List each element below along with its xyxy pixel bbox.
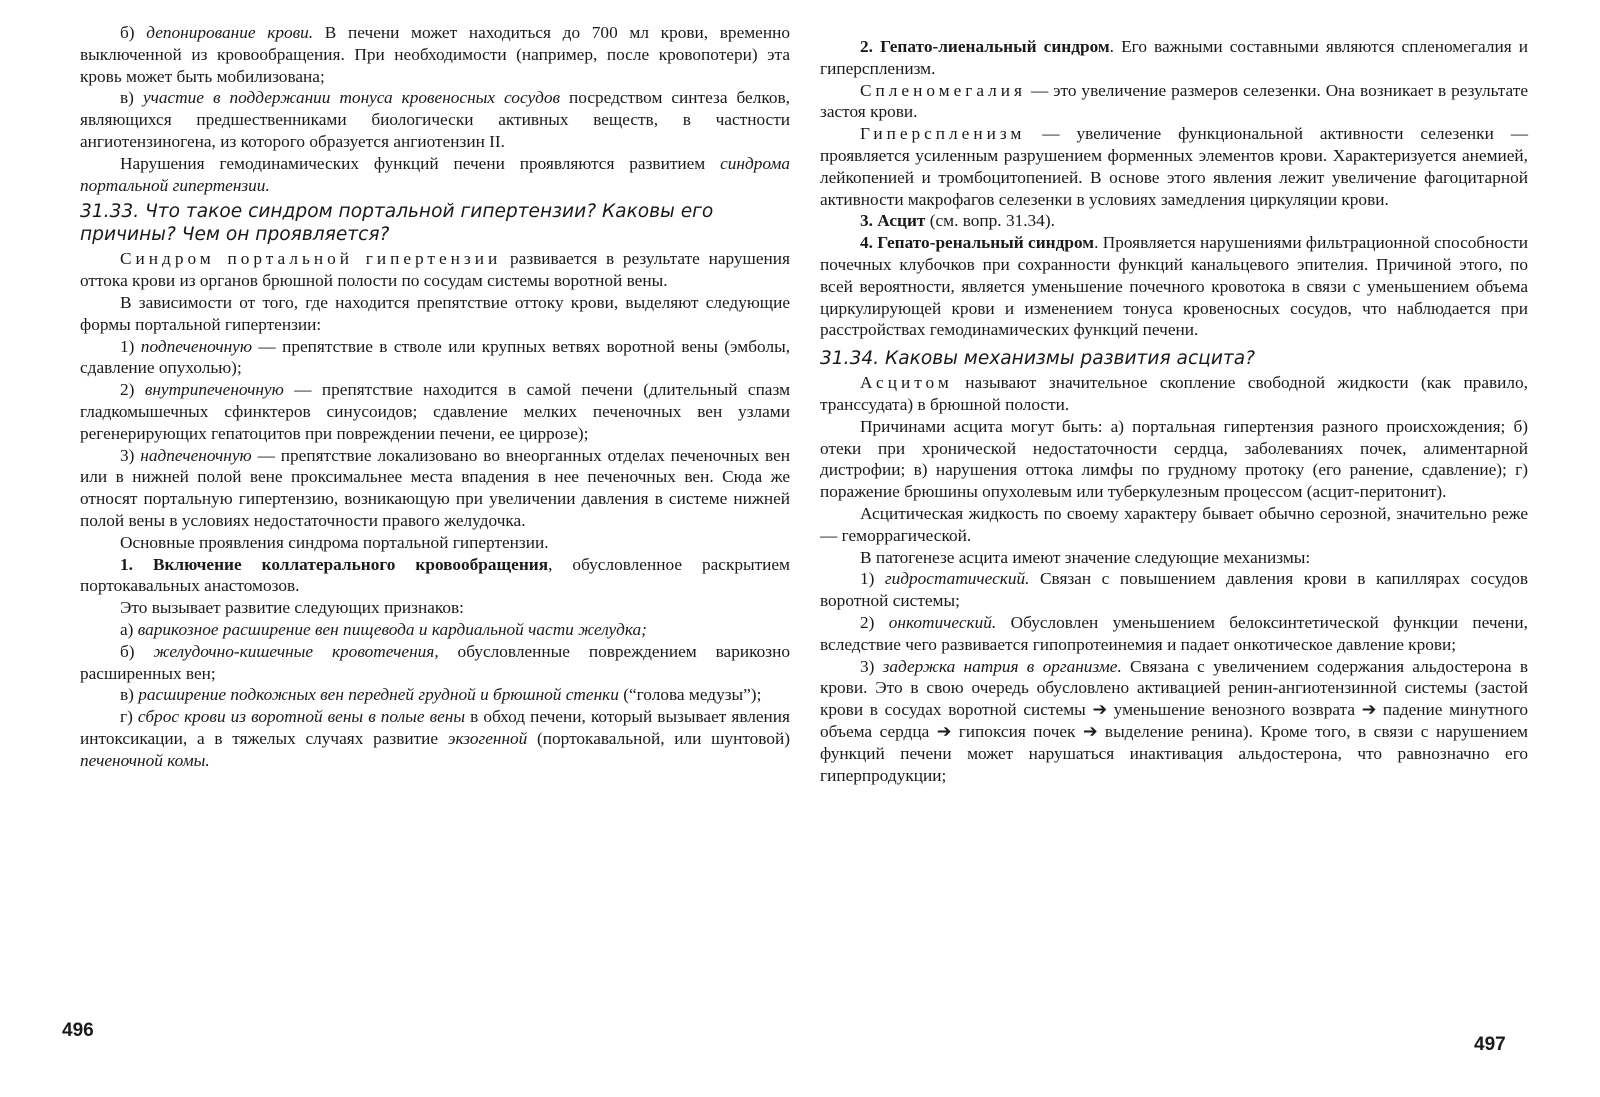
right-page: [820, 36, 1528, 786]
paragraph: Синдром портальной гипертензии развивается в результате нарушения оттока крови из органов брюшной полости по сосудам системы воротной вены.: [80, 249, 790, 291]
question-heading-31-33: 31.33. Что такое синдром портальной гипертензии? Каковы его причины? Чем он проявляется?: [80, 201, 714, 246]
paragraph: 2. Гепато-лиенальный синдром. Его важными составными являются спленомегалия и гиперспленизм.: [820, 37, 1528, 78]
paragraph: Нарушения гемодинамических функций печени проявляются развитием синдрома портальной гипертензии.: [80, 153, 790, 195]
left-page: [80, 22, 790, 772]
page-number-right: 497: [1474, 1034, 1506, 1055]
list-item: в) расширение подкожных вен передней грудной и брюшной стенки (“голова медузы”);: [120, 685, 762, 705]
paragraph: в) участие в поддержании тонуса кровеносных сосудов посредством синтеза белков, являющихся предшественниками биологически активных веществ, в частности ангиотензиногена, из которого образуется ангиотензин II.: [80, 88, 790, 151]
list-item: 1) гидростатический. Связан с повышением давления крови в капиллярах сосудов воротной системы;: [820, 569, 1528, 611]
paragraph: 4. Гепато-ренальный синдром. Проявляется нарушениями фильтрационной способности почечных клубочков при сохранности функций канальцевого эпителия. Причиной этого, по всей вероятности, является уменьшение почечного кровотока в связи с уменьшением объема циркулирующей крови и изменением тонуса кровеносных сосудов, что наблюдается при расстройствах гемодинамических функций печени.: [820, 233, 1529, 340]
list-item: б) желудочно-кишечные кровотечения, обусловленные повреждением варикозно расширенных вен;: [80, 641, 790, 683]
list-item: а) варикозное расширение вен пищевода и кардиальной части желудка;: [120, 619, 647, 639]
paragraph: 3. Асцит (см. вопр. 31.34).: [860, 211, 1055, 231]
list-item: 1) подпеченочную — препятствие в стволе или крупных ветвях воротной вены (эмболы, сдавление опухолью);: [80, 336, 791, 378]
paragraph: б) депонирование крови. В печени может находиться до 700 мл крови, временно выключенной из кровообращения. При необходимости (например, после кровопотери) эта кровь может быть мобилизована;: [80, 23, 790, 86]
paragraph: Основные проявления синдрома портальной гипертензии.: [120, 532, 549, 552]
list-item: 2) онкотический. Обусловлен уменьшением белоксинтетической функции печени, вследствие чего развивается гипопротеинемия и падает онкотическое давление крови;: [820, 612, 1528, 654]
page-number-left: 496: [62, 1020, 94, 1041]
list-item: 3) надпеченочную — препятствие локализовано во внеорганных отделах печеночных вен или в нижней полой вене проксимальнее места впадения в нее печеночных вен. Сюда же относят портальную гипертензию, возникающую при увеличении давления в системе нижней полой вены в условиях недостаточности правого желудочка.: [80, 445, 790, 530]
paragraph: В патогенезе асцита имеют значение следующие механизмы:: [860, 547, 1311, 567]
paragraph: Асцитом называют значительное скопление свободной жидкости (как правило, транссудата) в брюшной полости.: [820, 373, 1528, 414]
list-item: 2) внутрипеченочную — препятствие находится в самой печени (длительный спазм гладкомышечных сфинктеров синусоидов; сдавление мелких печеночных вен узлами регенерирующих гепатоцитов при повреждении печени, ее циррозе);: [80, 380, 790, 443]
question-heading-31-34: 31.34. Каковы механизмы развития асцита?: [820, 348, 1256, 370]
paragraph: Гиперспленизм — увеличение функциональной активности селезенки — проявляется усиленным разрушением форменных элементов крови. Характеризуется анемией, лейкопенией и тромбоцитопенией. В основе этого явления лежит увеличение фагоцитарной активности макрофагов селезенки в условиях замедления циркуляции крови.: [820, 124, 1528, 209]
paragraph: Причинами асцита могут быть: а) портальная гипертензия разного происхождения; б) отеки при хронической недостаточности сердца, заболеваниях почек, алиментарной дистрофии; в) нарушения оттока лимфы по грудному протоку (его ранение, сдавление); г) поражение брюшины опухолевым или туберкулезным процессом (асцит-перитонит).: [820, 416, 1528, 502]
paragraph: В зависимости от того, где находится препятствие оттоку крови, выделяют следующие формы портальной гипертензии:: [80, 292, 790, 334]
list-item: г) сброс крови из воротной вены в полые вены в обход печени, который вызывает явления интоксикации, а в тяжелых случаях развитие экзогенной (портокавальной, или шунтовой) печеночной комы.: [80, 707, 790, 770]
paragraph: Спленомегалия — это увеличение размеров селезенки. Она возникает в результате застоя крови.: [820, 80, 1528, 122]
paragraph: Это вызывает развитие следующих признаков:: [120, 598, 464, 618]
paragraph: Асцитическая жидкость по своему характеру бывает обычно серозной, значительно реже — геморрагической.: [820, 503, 1528, 545]
list-item: 3) задержка натрия в организме. Связана с увеличением содержания альдостерона в крови. Это в свою очередь обусловлено активацией ренин-ангиотензинной системы (застой крови в сосудах воротной системы ➔ уменьшение венозного возврата ➔ падение минутного объема сердца ➔ гипоксия почек ➔ выделение ренина). Кроме того, в связи с нарушением функций печени может нарушаться инактивация альдостерона, что равнозначно его гиперпродукции;: [820, 656, 1528, 785]
paragraph: 1. Включение коллатерального кровообращения, обусловленное раскрытием портокавальных анастомозов.: [80, 554, 790, 596]
